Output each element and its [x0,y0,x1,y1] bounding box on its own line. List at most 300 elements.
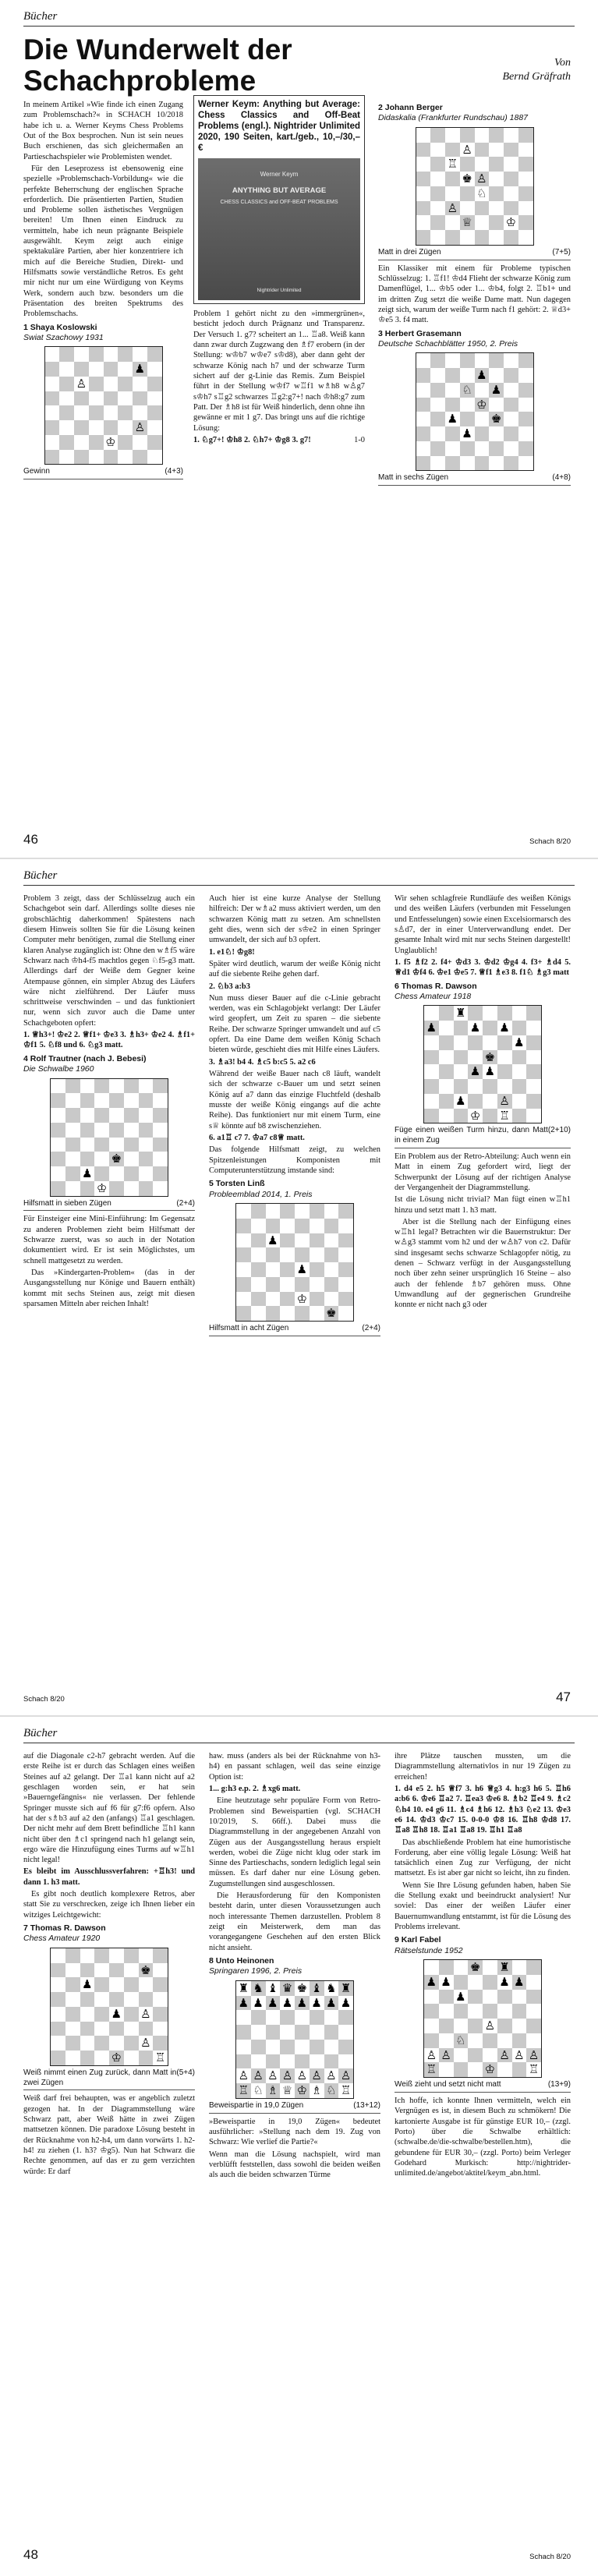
helpmate-intro: Für Einsteiger eine Mini-Einführung: Im Gegensatz zu anderen Problemen zieht beim Hilfsmatt der Schwarze zuerst, was so auch in der Notation dokumentiert wird. Er ist sein Möglichstes, um schnell mattgesetzt zu werden. [23,1215,195,1265]
problem-7-title: 7 Thomas R. Dawson [23,1923,106,1933]
board-square [454,1975,469,1990]
problem-3-caption: Matt in sechs Zügen (4+8) [378,473,571,486]
board-square [416,368,431,383]
board-square [295,2040,310,2054]
board-square [65,2007,80,2022]
board-square [94,1138,109,1152]
white-knight-icon: ♘ [460,383,475,398]
board-square [460,128,475,143]
board-square [439,2004,454,2019]
white-king-icon: ♔ [296,1291,308,1306]
board-square [518,215,533,230]
board-square [94,2007,109,2022]
board-square [475,441,490,456]
board-square [236,1277,251,1292]
board-square [59,377,74,391]
problem-3-solution: 1. ♕h3+! ♔e2 2. ♕f1+ ♔e3 3. ♗h3+ ♔e2 4. ♗f1+ ♔f1 5. ♘f8 und 6. ♘g3 matt. [23,1031,195,1050]
board-square [512,2019,527,2033]
board-square [51,1992,65,2007]
board-square [147,405,162,420]
board-square [489,456,504,471]
black-pawn-icon: ♟ [475,368,490,383]
problem-1-discussion: Problem 1 gehört nicht zu den »immergrünen«, besticht jedoch durch Prägnanz und Transparenz. Der Versuch 1. g7? scheitert an 1... ♖a8. Weiß kann dann zwar durch Zugzwang den ♗f7 erobern (in der Stellung: w♔b7 w♔e7 s♔d8), aber dann geht der schwarze König nach h7 und der schwarze Turm sichert auf der g-Linie das Remis. Zum Beispiel führt in der Stellung w♔f7 w♖f1 w♗h8 w♙g7 s♔h7 s♖g2 schwarzes ♖g2:g7+! nach ♔h8:g7 zum Patt. Der ♗h8 ist für Weiß hinderlich, denn ohne ihn gewänne er mit 1 g7. Das bringt uns auf die richtige Lösung: [193,310,365,433]
board-square [89,435,104,450]
board-square [65,1108,80,1123]
board-square [94,1152,109,1166]
board-square [310,1233,324,1248]
board-square [310,2010,324,2025]
board-square [51,2036,65,2051]
white-king-icon: ♔ [475,398,490,412]
board-square [80,1152,95,1166]
cover-title: ANYTHING BUT AVERAGE [232,186,327,195]
board-square [80,1108,95,1123]
black-pawn-icon: ♟ [469,1021,481,1035]
board-square [416,186,431,201]
board-square [251,1292,266,1307]
board-square [512,2004,527,2019]
board-square [468,1094,483,1109]
black-pawn-icon: ♟ [455,1093,466,1108]
white-pawn-icon: ♙ [462,142,472,157]
problem-4-analysis: Auch hier ist eine kurze Analyse der Stellung hilfreich: Der w♗a2 muss aktiviert werden, um den schwarzen König matt zu setzen. Am schnellsten geht dies, wenn sich der s♔e2 in einen Springer umwandelt, der sich auf b3 opfert. [209,894,380,945]
column-2 [209,893,380,1339]
board-square [489,157,504,172]
board-square [445,143,460,157]
white-king-icon: ♔ [96,1180,108,1195]
problem-4-source: Die Schwalbe 1960 [23,1064,94,1074]
issue-label: Schach 8/20 [23,1694,65,1704]
problem-4-move-3: 3. ♗a3! b4 4. ♗c5 b:c5 5. a2 c6 [209,1057,316,1067]
white-knight-icon: ♘ [324,2083,339,2098]
board-square [512,1050,527,1065]
kindergarten-paragraph: Das »Kindergarten-Problem« (das in der Ausgangsstellung nur Könige und Bauern enthält) kommt mit sechs Steinen aus, zeigt mit diesen sparsamen Mitteln aber reichen Inhalt! [23,1268,195,1308]
board-square [51,2051,65,2065]
page-47 [0,858,598,1715]
board-square [483,1035,497,1050]
board-square [139,2051,154,2065]
white-king-icon: ♔ [469,1108,481,1123]
problem-2-discussion: Ein Klassiker mit einem für Probleme typischen Schlüsselzug: 1. ♖f1! ♔d4 Flieht der schwarze König zum Damenflügel, 1... ♔b5 oder 1... ♔b4, folgt 2. ♖b1+ und im dritten Zug setzt die weiße Dame matt. Nun dagegen zeigt sich, warum der weiße Turm nach f1 gehört: 2. ♕d3+ ♔e5 3. f4 matt. [378,264,571,325]
board-square [45,420,60,435]
board-square [518,143,533,157]
board-square [504,441,518,456]
board-square [445,426,460,441]
board-square [483,1094,497,1109]
board-square [147,435,162,450]
board-square [445,398,460,412]
white-pawn-icon: ♙ [497,2048,512,2063]
board-square [439,2033,454,2048]
board-square [512,1079,527,1094]
board-square [324,1219,339,1233]
board-square [124,1181,139,1196]
black-king-icon: ♚ [489,412,504,426]
black-bishop-icon: ♝ [310,1981,324,1996]
board-square [504,172,518,186]
section-header: Bücher [23,10,58,23]
board-square [468,1079,483,1094]
board-square [80,1138,95,1152]
board-square [124,1123,139,1138]
black-pawn-icon: ♟ [311,1995,322,2010]
board-square [430,201,445,216]
problem-8-title: 8 Unto Heinonen [209,1955,274,1966]
board-square [512,1960,527,1975]
board-square [526,1109,541,1123]
board-square [153,1181,168,1196]
board-square [518,426,533,441]
board-square [460,230,475,245]
white-knight-icon: ♘ [253,2083,264,2098]
cover-author: Werner Keym [260,171,299,179]
board-square [147,377,162,391]
board-square [445,441,460,456]
page-number: 46 [23,832,38,847]
problem-8-solution: 1. d4 e5 2. h5 ♕f7 3. h6 ♕g3 4. h:g3 h6 5. ♖h6 a:b6 6. ♔e6 ♖a2 7. ♖ea3 ♔e6 8. ♗b2 ♖e4 9. ♗c2 ♘h4 10. e4 g6 11. ♗c4 ♗h6 12. ♗h3 ♘e2 13. ♔e3 e6 14. ♔d3 ♔c7 15. 0-0-0 ♔8 16. ♖h8 ♔d8 17. ♖a8 ♖h8 18. ♖a1 ♖a8 19. ♖h1 ♖a8 [395,1784,571,1835]
board-square [109,1181,124,1196]
board-square [475,230,490,245]
board-square [51,2022,65,2036]
black-pawn-icon: ♟ [499,1021,510,1035]
board-square [251,1262,266,1277]
board-square [280,1204,295,1219]
board-square [251,1306,266,1321]
board-square [430,186,445,201]
board-square [468,1050,483,1065]
final-problem-intro: Das abschließende Problem hat eine humoristische Forderung, aber eine völlig legale Lösung: Weiß hat tatsächlich einen Zug zur Verfügung, der nicht mattsetzt. Es ist aber gar nicht so leicht, ihn zu finden. [395,1838,571,1878]
white-pawn-icon: ♙ [426,2047,437,2062]
board-square [124,1948,139,1963]
board-square [475,383,490,398]
white-pawn-icon: ♙ [76,376,87,391]
black-pawn-icon: ♟ [424,1021,439,1035]
board-square [424,1079,439,1094]
board-square [454,1021,469,1035]
board-square [324,1204,339,1219]
board-square [430,441,445,456]
header-rule [23,26,575,27]
board-square [109,1963,124,1978]
white-pawn-icon: ♙ [526,2048,541,2063]
board-square [338,2025,353,2040]
board-square [512,1990,527,2005]
board-square [133,405,147,420]
board-square [518,353,533,368]
board-square [51,2007,65,2022]
board-square [74,420,89,435]
board-square [280,1219,295,1233]
board-square [51,1138,65,1152]
header-rule [23,885,575,886]
board-square [430,426,445,441]
lightweight-intro: Es gibt noch deutlich komplexere Retros, aber statt Sie zu verschrecken, zeige ich Ihnen lieber ein witziges Leichtgewicht: [23,1890,195,1920]
board-square [118,391,133,406]
board-square [526,2004,541,2019]
board-square [416,426,431,441]
board-square [468,2019,483,2033]
board-square [338,2040,353,2054]
board-square [74,362,89,377]
problem-2-caption: Matt in drei Zügen (7+5) [378,248,571,260]
board-square [497,1990,512,2005]
board-square [489,201,504,216]
white-pawn-icon: ♙ [514,2047,525,2062]
problem-1-title: 1 Shaya Koslowski [23,322,97,332]
board-square [118,377,133,391]
black-knight-icon: ♞ [251,1981,266,1996]
board-square [430,368,445,383]
board-square [80,2022,95,2036]
white-king-icon: ♔ [505,215,517,230]
board-square [460,353,475,368]
board-square [512,1109,527,1123]
board-square [153,1963,168,1978]
board-square [468,1990,483,2005]
board-square [251,1277,266,1292]
problem-4-note-3: Während der weiße Bauer nach c8 läuft, wandelt sich der schwarze c-Bauer um und setzt seinen König auf a7 dann das einzige Fluchtfeld (deshalb musste der weiße König eingangs auf die achte Reihe). Das funktioniert nur mit einem Turm, eine s♕ könnte auf b8 zwischenziehen. [209,1070,380,1131]
board-square [251,2040,266,2054]
board-square [266,2010,281,2025]
retro-analysis-continued: auf die Diagonale c2-h7 gebracht werden. Auf die erste Reihe ist er durch das Schlagen eines weißen Steines auf a2 gelangt. Der ♖a1 kann nicht auf a2 geschlagen worden sein, er hat sein »Bauerngefängnis« nie verlassen. Der fehlende Springer musste sich auf f6 für g7:f6 opfern. Also hat der s♗b3 auf a2 den (anfangs) ♖a1 geschlagen. Der nicht mehr auf dem Brett befindliche ♖h1 kann nicht über den ♗c1 springend nach h1 gelangt sein, ergo wäre die Hinzufügung eines Turms auf w♖h1 nicht legal! [23,1752,195,1865]
board-square [445,456,460,471]
board-square [266,2040,281,2054]
board-square [118,362,133,377]
board-square [504,230,518,245]
article-title: Die Wunderwelt der Schachprobleme [23,34,292,97]
board-square [518,186,533,201]
board-square [439,1079,454,1094]
black-pawn-icon: ♟ [266,1996,281,2011]
board-square [139,1992,154,2007]
board-square [460,456,475,471]
board-square [489,186,504,201]
board-square [518,368,533,383]
problem-1-solution-line: 1. ♘g7+! ♔h8 2. ♘h7+ ♔g8 3. g7! 1-0 [193,435,365,444]
problem-6-caption: Füge einen weißen Turm hinzu, dann Matt in einem Zug (2+10) [395,1126,571,1148]
board-square [324,2054,339,2069]
board-square [80,1181,95,1196]
board-square [454,2004,469,2019]
black-king-icon: ♚ [324,1306,339,1321]
column-3 [378,100,571,489]
board-square [80,1963,95,1978]
board-square [118,405,133,420]
board-square [65,1093,80,1108]
board-square [295,1204,310,1219]
board-square [454,2019,469,2033]
board-square [483,2033,497,2048]
board-square [139,1152,154,1166]
column-3 [395,893,571,1312]
black-queen-icon: ♛ [280,1981,295,1996]
board-square [251,2025,266,2040]
cover-subtitle: CHESS CLASSICS and OFF-BEAT PROBLEMS [220,199,338,205]
problem-6-title: 6 Thomas R. Dawson [395,981,477,991]
black-pawn-icon: ♟ [424,1975,439,1990]
board-square [59,362,74,377]
board-square [59,420,74,435]
board-square [489,128,504,143]
board-square [468,2004,483,2019]
board-square [45,362,60,377]
board-square [118,347,133,362]
white-bishop-icon: ♗ [266,2083,281,2098]
board-square [424,1960,439,1975]
board-square [338,1247,353,1262]
board-square [295,2010,310,2025]
problem-7-caption: Weiß nimmt einen Zug zurück, dann Matt in zwei Zügen (5+4) [23,2068,195,2091]
board-square [324,2040,339,2054]
board-square [338,1277,353,1292]
board-square [236,1247,251,1262]
board-square [65,1138,80,1152]
board-square [460,441,475,456]
board-square [65,1181,80,1196]
board-square [468,1975,483,1990]
board-square [324,1292,339,1307]
board-square [526,1990,541,2005]
problem-4-caption: Hilfsmatt in sieben Zügen (2+4) [23,1199,195,1212]
board-square [65,1948,80,1963]
board-square [266,2025,281,2040]
board-square [89,391,104,406]
board-square [124,1079,139,1094]
board-square [445,186,460,201]
page-48 [0,1715,598,2573]
board-square [65,1123,80,1138]
board-square [430,172,445,186]
board-square [118,435,133,450]
board-square [80,1123,95,1138]
problem-9-source: Rätselstunde 1952 [395,1945,463,1955]
board-square [133,391,147,406]
board-square [460,201,475,216]
black-pawn-icon: ♟ [441,1974,451,1989]
board-square [454,1109,469,1123]
board-square [475,157,490,172]
board-square [80,1093,95,1108]
board-square [65,1152,80,1166]
black-king-icon: ♚ [462,172,472,186]
board-square [251,1233,266,1248]
board-square [124,1992,139,2007]
board-square [280,2025,295,2040]
white-pawn-icon: ♙ [445,201,460,216]
board-square [526,1079,541,1094]
board-square [504,426,518,441]
final-problem-hint: Wenn Sie Ihre Lösung gefunden haben, haben Sie die Stellung exakt und beeindruckt analysiert! Nur soviel: Das einer der weißen Läufer einer Bauernumwandlung entstammt, ist für die Lösung des Problems irrelevant. [395,1881,571,1931]
board-square [416,172,431,186]
board-square [497,1006,512,1021]
intro-paragraph: In meinem Artikel »Wie finde ich einen Zugang zum Problemschach?« in SCHACH 10/2018 habe ich u. a. Werner Keyms Chess Problems Out of the Box besprochen. Nun ist sein neues Buch erschienen, das sich gleichermaßen an Partieschachspieler wie Problemisten wendet. [23,101,183,161]
board-square [439,1006,454,1021]
board-square [489,172,504,186]
white-pawn-icon: ♙ [439,2048,454,2063]
board-square [430,383,445,398]
board-square [439,2062,454,2077]
board-square [416,383,431,398]
intro-paragraph-2: Für den Leseprozess ist ebensowenig eine spezielle »Problemschach-Vorbildung« wie die perfekte Beherrschung der englischen Sprache erforderlich. Die präsentierten Partien, Studien und Probleme sollen ästhetisches Vergnügen bereiten! Um Ihnen einen Eindruck zu vermitteln, habe ich neun prägnante Beispiele ausgewählt. Keym zeigt auch einige spektakuläre Partien, aber hier konzentriere ich mich auf die Bereiche Studien, Direkt- und Hilfsmatts sowie verständliche Retros. Es geht mir nicht nur um eine Würdigung von Keyms Werk, sondern auch bzw. besonders um die Präsentation des breiten Spektrums des Problemschachs. [23,164,183,319]
board-square [124,1963,139,1978]
board-square [94,1108,109,1123]
board-square [266,1204,281,1219]
board-square [147,362,162,377]
board-square [51,1079,65,1094]
board-square [483,2048,497,2063]
board-square [310,2040,324,2054]
black-rook-icon: ♜ [338,1981,353,1996]
board-square [483,1960,497,1975]
board-square [80,1948,95,1963]
board-square [236,1306,251,1321]
white-rook-icon: ♖ [499,1108,510,1123]
problem-6-source: Chess Amateur 1918 [395,991,472,1001]
board-square [295,2054,310,2069]
board-square [280,1306,295,1321]
board-square [483,2004,497,2019]
board-square [65,2036,80,2051]
board-square [424,1990,439,2005]
black-king-icon: ♚ [139,1963,154,1978]
board-square [518,201,533,216]
black-knight-icon: ♞ [326,1980,337,1995]
board-square [80,1079,95,1094]
byline-von: Von [554,57,571,69]
board-square [94,2051,109,2065]
board-square [310,1247,324,1262]
board-square [153,1992,168,2007]
black-pawn-icon: ♟ [281,1995,293,2010]
board-square [439,1094,454,1109]
board-square [153,1152,168,1166]
board-square [295,1277,310,1292]
board-square [526,1050,541,1065]
board-square [89,420,104,435]
black-pawn-icon: ♟ [324,1996,339,2011]
problem-8-source: Springaren 1996, 2. Preis [209,1966,303,1976]
board-square [475,128,490,143]
board-square [104,347,119,362]
white-pawn-icon: ♙ [280,2068,295,2083]
board-square [65,1992,80,2007]
board-square [460,368,475,383]
problem-5-solution: 1. f5 ♗f2 2. f4+ ♔d3 3. ♔d2 ♔g4 4. f3+ ♗d4 5. ♕d1 ♔f4 6. ♔e1 ♔e5 7. ♕f1 ♗e3 8. f1♘ ♗g3 matt [395,957,571,978]
page-number: 47 [556,1690,571,1705]
board-square [483,1079,497,1094]
board-square [489,368,504,383]
board-square [416,441,431,456]
board-square [266,1292,281,1307]
board-square [80,2051,95,2065]
chess-diagram [423,1005,542,1123]
board-square [266,1306,281,1321]
board-square [445,353,460,368]
board-square [280,2010,295,2025]
black-pawn-icon: ♟ [512,1975,527,1990]
board-square [59,435,74,450]
board-square [416,201,431,216]
column-1 [23,893,195,1311]
board-square [310,1277,324,1292]
byline [503,56,571,83]
board-square [80,1992,95,2007]
black-pawn-icon: ♟ [489,383,504,398]
board-square [266,1262,281,1277]
board-square [139,2022,154,2036]
board-square [310,1219,324,1233]
problem-7-discussion: Weiß darf frei behaupten, was er angeblich zuletzt gezogen hat. In der Diagrammstellung wäre Schwarz patt, aber Weiß hätte in zwei Zügen mattsetzen können. Die paradoxe Lösung besteht in der Rücknahme von h2-h4, um dann vorwärts 1. h2-h4! zu ziehen (1. h3? ♔g5). Nun hat Schwarz die Rechte genommen, auf das er zu gem verzichten würde: Er darf [23,2094,195,2176]
